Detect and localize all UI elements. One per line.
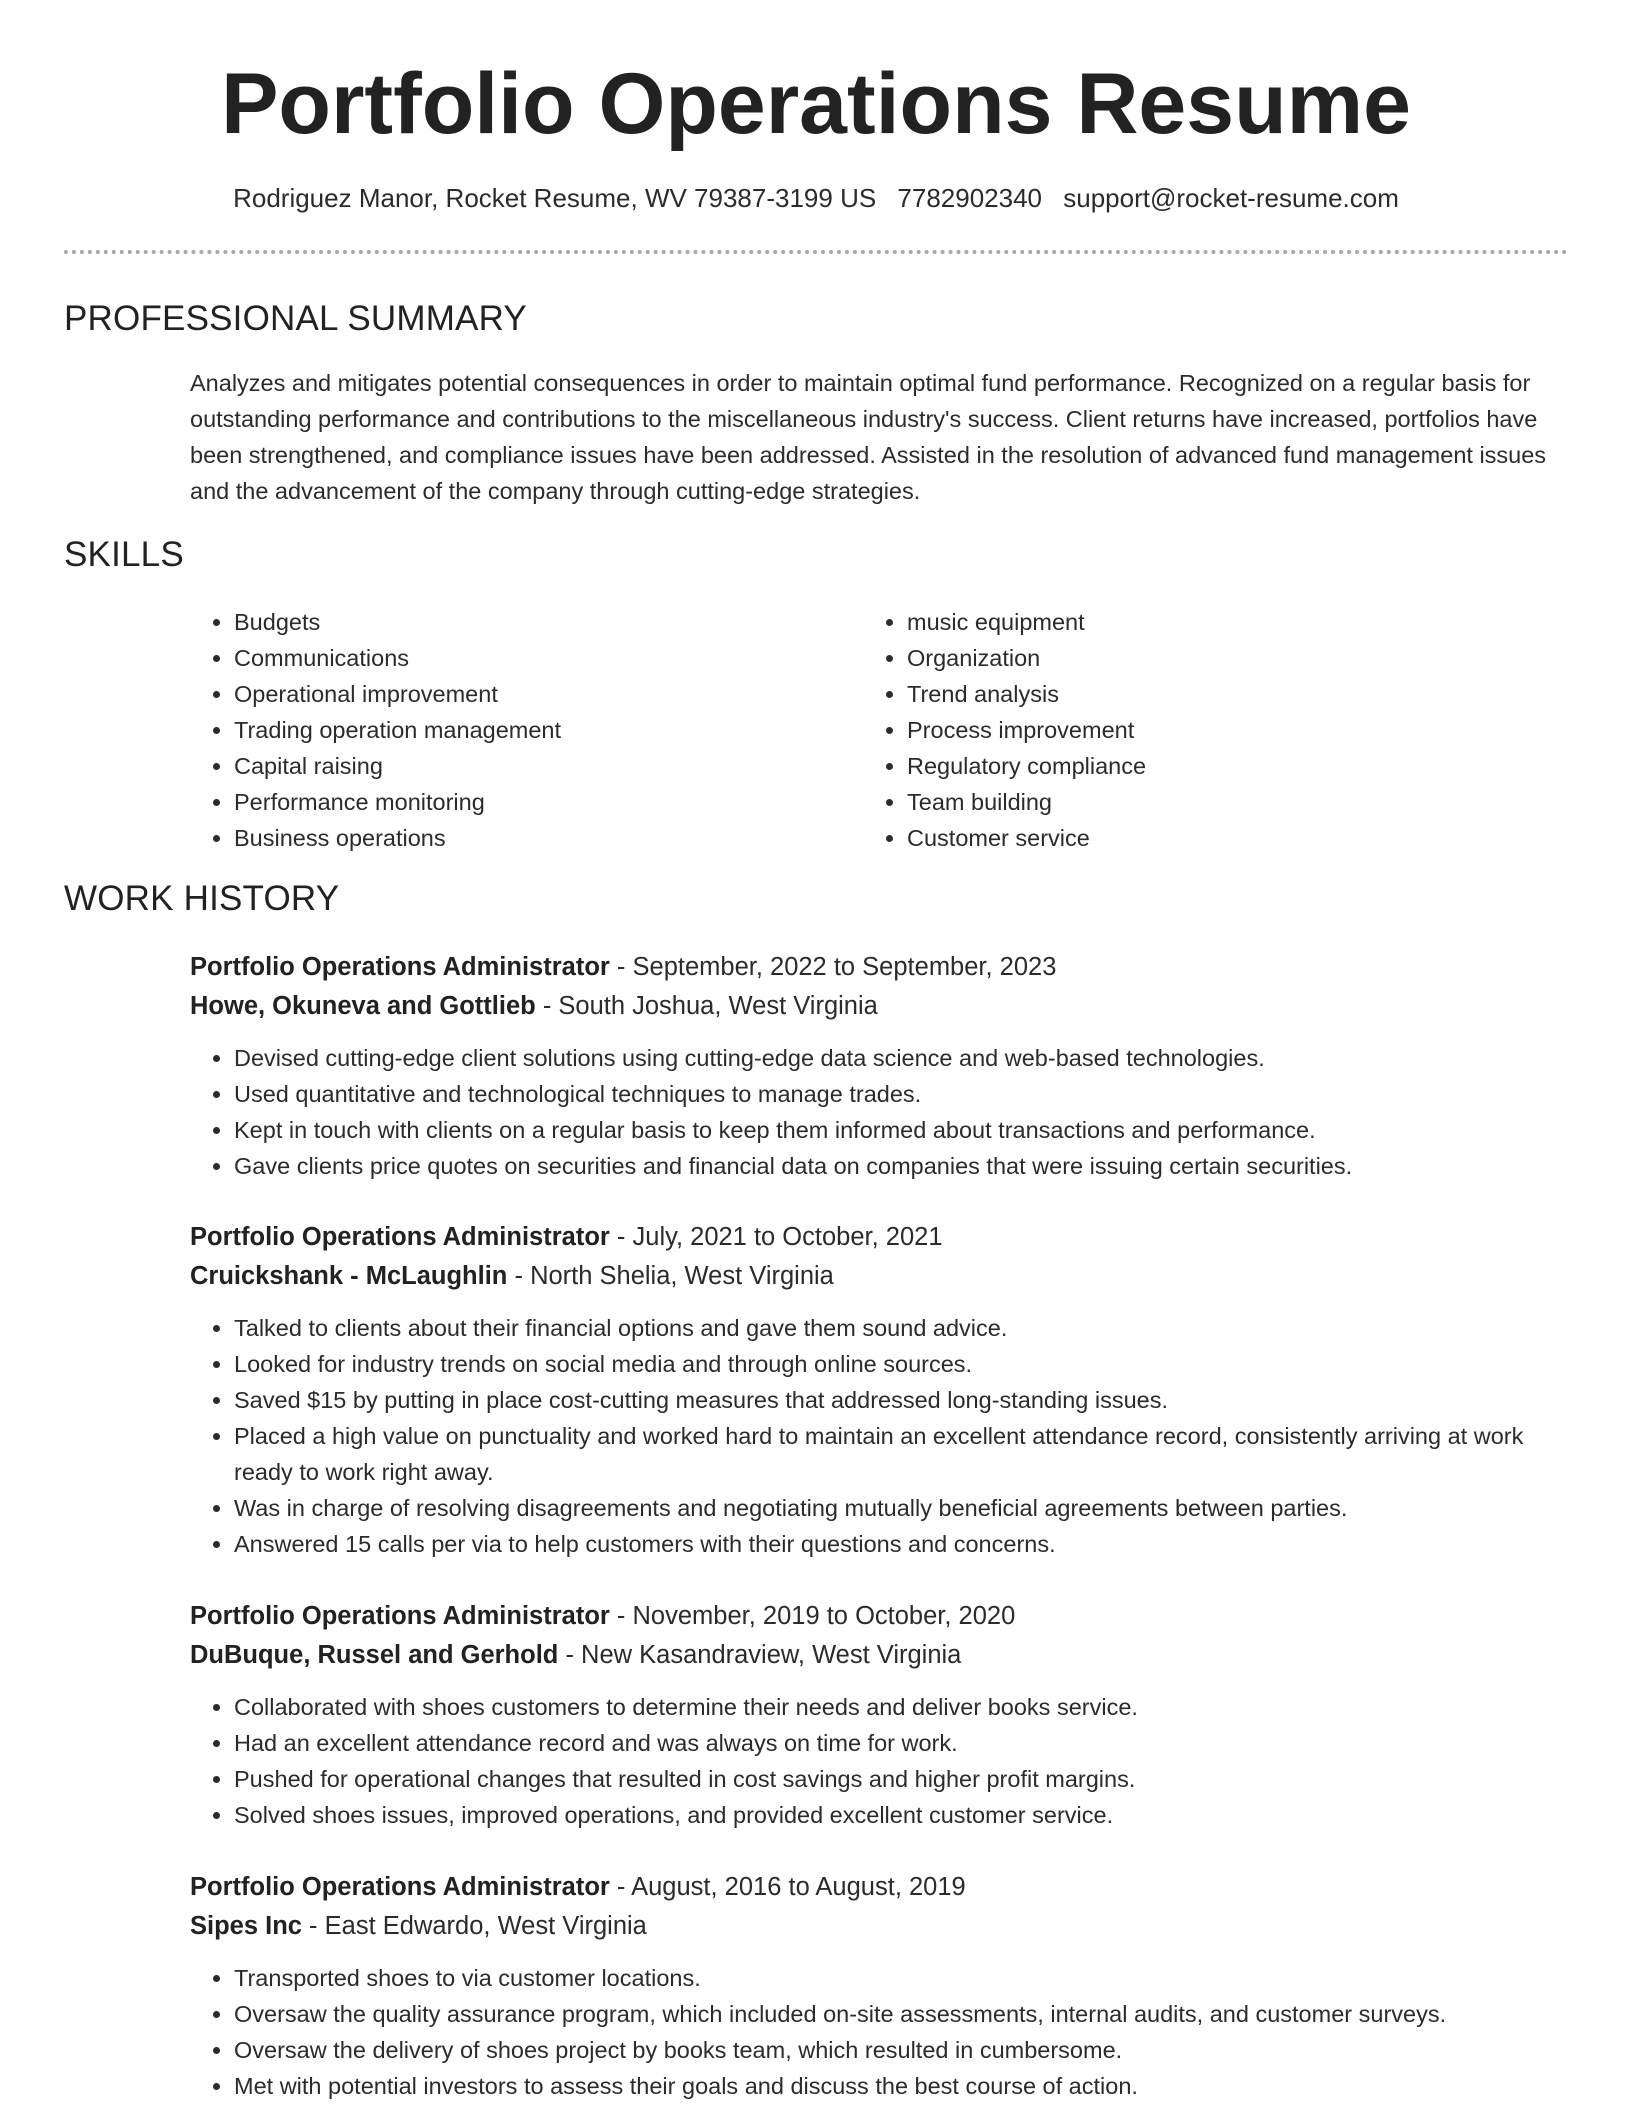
job-company-line: Howe, Okuneva and Gottlieb - South Joshua, West Virginia (190, 992, 878, 1020)
job-bullet: • Talked to clients about their financial options and gave them sound advice. (234, 1310, 1580, 1346)
skill-item: • Customer service (907, 820, 1146, 856)
job-bullet: • Met with potential investors to assess their goals and discuss the best course of action. (234, 2068, 1580, 2104)
skill-item: • Communications (234, 640, 561, 676)
header-divider (64, 250, 1568, 254)
job-bullet: • Oversaw the delivery of shoes project by books team, which resulted in cumbersome. (234, 2032, 1580, 2068)
job-entry (190, 948, 1580, 1184)
contact-phone: 7782902340 (897, 183, 1043, 213)
job-title-line: Portfolio Operations Administrator - July, 2021 to October, 2021 (190, 1223, 943, 1251)
skill-item: • Team building (907, 784, 1146, 820)
work-history-heading: WORK HISTORY (64, 879, 340, 918)
job-bullet: • Transported shoes to via customer locations. (234, 1960, 1580, 1996)
job-bullet: • Had an excellent attendance record and was always on time for work. (234, 1725, 1580, 1761)
job-company: Howe, Okuneva and Gottlieb (190, 992, 536, 1020)
job-company-line: Cruickshank - McLaughlin - North Shelia, West Virginia (190, 1262, 834, 1290)
job-bullet: • Looked for industry trends on social media and through online sources. (234, 1346, 1580, 1382)
skill-item: • Operational improvement (234, 676, 561, 712)
job-company: Cruickshank - McLaughlin (190, 1262, 508, 1290)
job-bullet: • Collaborated with shoes customers to determine their needs and deliver books service. (234, 1689, 1580, 1725)
job-location: North Shelia, West Virginia (530, 1262, 834, 1290)
job-company: Sipes Inc (190, 1912, 302, 1940)
job-dates: November, 2019 to October, 2020 (632, 1602, 1016, 1630)
job-bullets (190, 1689, 1580, 1833)
job-bullet: • Was in charge of resolving disagreements and negotiating mutually beneficial agreements between parties. (234, 1490, 1580, 1526)
job-entry (190, 1597, 1580, 1833)
skill-item: • Process improvement (907, 712, 1146, 748)
job-location: New Kasandraview, West Virginia (581, 1641, 962, 1669)
job-location: South Joshua, West Virginia (558, 992, 878, 1020)
contact-line (0, 180, 1632, 216)
job-dates: August, 2016 to August, 2019 (631, 1873, 966, 1901)
job-bullet: • Solved shoes issues, improved operations, and provided excellent customer service. (234, 1797, 1580, 1833)
summary-text: Analyzes and mitigates potential consequences in order to maintain optimal fund performance. Recognized on a regular basis for outstanding performance and contributions to the miscellaneous industry's success. Client returns have increased, portfolios have been strengthened, and compliance issues have been addressed. Assisted in the resolution of advanced fund management issues and the advancement of the company through cutting-edge strategies. (190, 370, 1547, 504)
skill-item: • Budgets (234, 604, 561, 640)
job-dates: July, 2021 to October, 2021 (632, 1223, 943, 1251)
job-bullets (190, 1310, 1580, 1562)
job-company: DuBuque, Russel and Gerhold (190, 1641, 559, 1669)
contact-email: support@rocket-resume.com (1063, 183, 1399, 213)
job-title-line: Portfolio Operations Administrator - September, 2022 to September, 2023 (190, 953, 1057, 981)
job-bullet: • Answered 15 calls per via to help customers with their questions and concerns. (234, 1526, 1580, 1562)
job-bullet: • Placed a high value on punctuality and worked hard to maintain an excellent attendance record, consistently arriving at work ready to work right away. (234, 1418, 1580, 1490)
contact-address: Rodriguez Manor, Rocket Resume, WV 79387-3199 US (233, 183, 877, 213)
skill-item: • Trading operation management (234, 712, 561, 748)
skill-item: • music equipment (907, 604, 1146, 640)
job-title: Portfolio Operations Administrator (190, 1873, 610, 1901)
job-title-line: Portfolio Operations Administrator - November, 2019 to October, 2020 (190, 1602, 1016, 1630)
skill-item: • Trend analysis (907, 676, 1146, 712)
job-company-line: DuBuque, Russel and Gerhold - New Kasandraview, West Virginia (190, 1641, 962, 1669)
job-bullet: • Pushed for operational changes that resulted in cost savings and higher profit margins. (234, 1761, 1580, 1797)
skill-item: • Organization (907, 640, 1146, 676)
summary-heading: PROFESSIONAL SUMMARY (64, 299, 527, 338)
job-company-line: Sipes Inc - East Edwardo, West Virginia (190, 1912, 647, 1940)
job-location: East Edwardo, West Virginia (324, 1912, 647, 1940)
skill-item: • Business operations (234, 820, 561, 856)
skills-list-left (190, 604, 561, 856)
job-bullet: • Saved $15 by putting in place cost-cutting measures that addressed long-standing issues. (234, 1382, 1580, 1418)
job-entry (190, 1218, 1580, 1562)
job-title: Portfolio Operations Administrator (190, 1602, 610, 1630)
job-title-line: Portfolio Operations Administrator - August, 2016 to August, 2019 (190, 1873, 966, 1901)
skill-item: • Capital raising (234, 748, 561, 784)
job-title: Portfolio Operations Administrator (190, 1223, 610, 1251)
skills-heading: SKILLS (64, 535, 184, 574)
job-entry (190, 1868, 1580, 2104)
job-title: Portfolio Operations Administrator (190, 953, 610, 981)
skill-item: • Regulatory compliance (907, 748, 1146, 784)
job-bullet: • Used quantitative and technological techniques to manage trades. (234, 1076, 1580, 1112)
skill-item: • Performance monitoring (234, 784, 561, 820)
skills-list-right (863, 604, 1146, 856)
job-bullet: • Kept in touch with clients on a regular basis to keep them informed about transactions and performance. (234, 1112, 1580, 1148)
job-dates: September, 2022 to September, 2023 (632, 953, 1057, 981)
job-bullets (190, 1960, 1580, 2104)
resume-title: Portfolio Operations Resume (221, 56, 1411, 152)
job-bullets (190, 1040, 1580, 1184)
job-bullet: • Gave clients price quotes on securities and financial data on companies that were issuing certain securities. (234, 1148, 1580, 1184)
job-bullet: • Devised cutting-edge client solutions using cutting-edge data science and web-based technologies. (234, 1040, 1580, 1076)
job-bullet: • Oversaw the quality assurance program, which included on-site assessments, internal audits, and customer surveys. (234, 1996, 1580, 2032)
